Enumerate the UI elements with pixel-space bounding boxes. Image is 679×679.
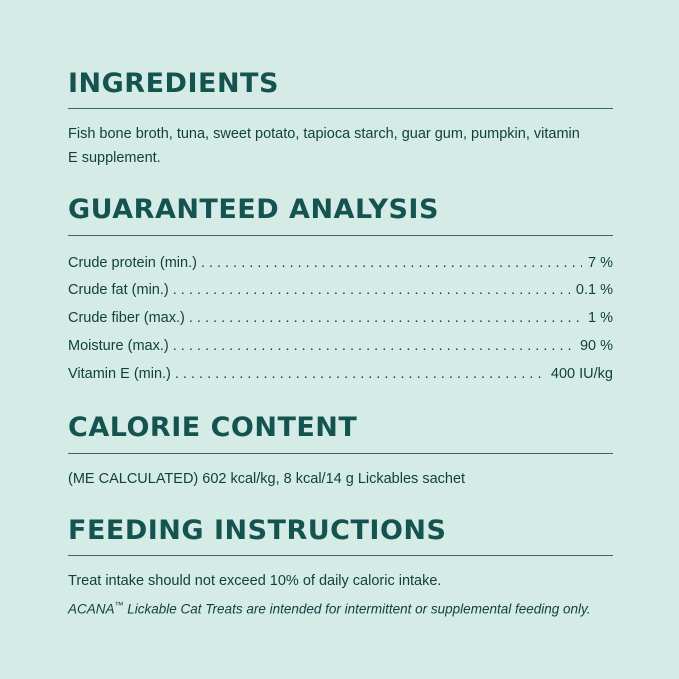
analysis-label: Crude protein (min.) xyxy=(68,254,197,271)
analysis-value: 7 % xyxy=(588,254,613,271)
feeding-note-rest: Lickable Cat Treats are intended for intermittent or supplemental feeding only. xyxy=(123,601,591,617)
feeding-instructions-heading: FEEDING INSTRUCTIONS xyxy=(68,514,447,546)
analysis-value: 90 % xyxy=(579,337,613,354)
calorie-content-divider xyxy=(68,453,613,454)
trademark-symbol: ™ xyxy=(114,600,124,611)
analysis-label: Crude fiber (max.) xyxy=(68,310,185,327)
calorie-content-heading: CALORIE CONTENT xyxy=(68,412,358,444)
analysis-row xyxy=(68,333,613,361)
analysis-row xyxy=(68,277,613,305)
analysis-row xyxy=(68,305,613,333)
feeding-instructions-section xyxy=(68,514,613,620)
guaranteed-analysis-divider xyxy=(68,235,613,236)
analysis-row xyxy=(68,361,613,389)
ingredients-heading: INGREDIENTS xyxy=(68,68,279,99)
dot-leader xyxy=(175,371,545,386)
ingredients-section xyxy=(68,70,613,170)
guaranteed-analysis-list xyxy=(68,250,613,389)
dot-leader xyxy=(189,315,582,330)
analysis-label: Vitamin E (min.) xyxy=(68,365,171,382)
analysis-value: 0.1 % xyxy=(575,282,613,299)
nutrition-panel xyxy=(68,70,613,620)
ingredients-divider xyxy=(68,108,613,109)
guaranteed-analysis-section xyxy=(68,196,613,388)
analysis-label: Moisture (max.) xyxy=(68,337,169,354)
feeding-instructions-note xyxy=(68,598,613,620)
feeding-instructions-divider xyxy=(68,555,613,556)
dot-leader xyxy=(173,288,570,303)
calorie-content-text: (ME CALCULATED) 602 kcal/kg, 8 kcal/14 g Lickables sachet xyxy=(68,470,466,487)
guaranteed-analysis-heading: GUARANTEED ANALYSIS xyxy=(68,194,439,226)
feeding-instructions-text: Treat intake should not exceed 10% of daily caloric intake. xyxy=(68,573,442,590)
brand-name: ACANA xyxy=(68,601,115,617)
ingredients-text: Fish bone broth, tuna, sweet potato, tapioca starch, guar gum, pumpkin, vitamin E supplement. xyxy=(68,126,580,166)
analysis-value: 1 % xyxy=(588,310,613,327)
dot-leader xyxy=(201,260,582,275)
analysis-value: 400 IU/kg xyxy=(550,365,613,382)
calorie-content-section xyxy=(68,414,613,491)
analysis-label: Crude fat (min.) xyxy=(68,282,169,299)
dot-leader xyxy=(173,343,574,358)
analysis-row xyxy=(68,250,613,278)
